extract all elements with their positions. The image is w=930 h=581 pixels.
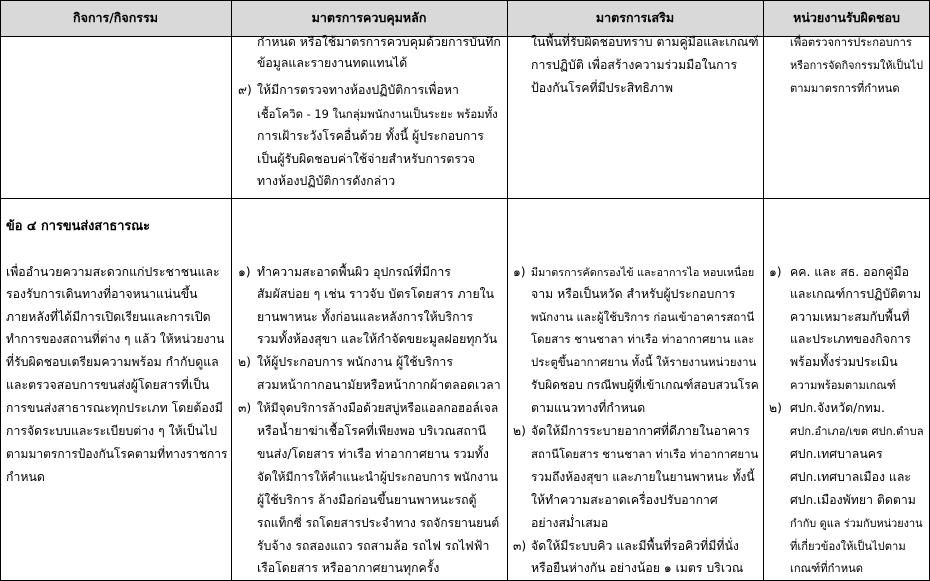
main-text-line: เป็นผู้รับผิดชอบค่าใช้จ่ายสำหรับการตรวจ: [257, 152, 476, 166]
resp-text-line: คค. และ สธ. ออกคู่มือ: [790, 265, 910, 279]
supp-text-line: ประตูขึ้นอากาศยาน ทั้งนี้ ให้รายงานหน่วยงาน: [531, 355, 757, 369]
resp-text-line: ความพร้อมตามเกณฑ์: [790, 379, 897, 392]
supp-text-line: โดยสาร ชานชาลา ท่าเรือ ท่าอากาศยาน และ: [531, 332, 755, 346]
item-number: ๑): [238, 265, 251, 279]
activity-text-line: เพื่ออำนวยความสะดวกแก่ประชาชนและ: [6, 265, 220, 279]
resp-text-line: หรือการจัดกิจกรรมให้เป็นไป: [790, 59, 923, 72]
resp-text-line: ที่เกี่ยวข้องให้เป็นไปตาม: [790, 540, 906, 553]
header-supplementary-measures: มาตรการเสริม: [507, 0, 763, 36]
activity-text-line: กำหนด: [6, 470, 45, 484]
supp-text-line: การปฏิบัติ เพื่อสร้างความร่วมมือในการ: [531, 58, 738, 72]
main-text-line: หรือน้ำยาฆ่าเชื้อโรคที่เพียงพอ บริเวณสถานี: [257, 424, 487, 438]
item-number: ๙): [238, 83, 252, 97]
main-text-line: ยานพาหนะ ทั้งก่อนและหลังการให้บริการ: [257, 310, 474, 324]
main-text-line: ให้ผู้ประกอบการ พนักงาน ผู้ใช้บริการ: [257, 355, 453, 369]
item-number: ๑): [513, 265, 526, 279]
supp-text-line: จัดให้มีระบบคิว และมีพื้นที่รอคิวที่มีที่นั่ง: [531, 539, 739, 553]
supp-text-line: มีมาตรการคัดกรองไข้ และอาการไอ หอบเหนื่อย: [531, 266, 755, 279]
resp-text-line: ความเหมาะสมกับพื้นที่: [790, 310, 910, 324]
supp-text-line: จัดให้มีการระบายอากาศที่ดีภายในอาคาร: [531, 424, 750, 438]
activity-text-line: รองรับการเดินทางที่อาจหนาแน่นขึ้น: [6, 287, 198, 301]
main-text-line: ขนส่ง/โดยสาร ท่าเรือ ท่าอากาศยาน รวมทั้ง: [257, 447, 489, 461]
item-number: ๓): [238, 401, 252, 415]
supp-text-line: ในพื้นที่รับผิดชอบทราบ ตามคู่มือและเกณฑ์: [531, 35, 759, 49]
grid-line: [763, 0, 764, 581]
main-text-line: ผู้ใช้บริการ ล้างมือก่อนขึ้นยานพาหนะรถตู้: [257, 493, 477, 507]
supp-text-line: จาม หรือเป็นหวัด สำหรับผู้ประกอบการ: [531, 287, 736, 301]
supp-text-line: อย่างสม่ำเสมอ: [531, 516, 609, 530]
activity-text-line: ที่รับผิดชอบเตรียมความพร้อม กำกับดูแล: [6, 355, 219, 369]
section-title: ข้อ ๔ การขนส่งสาธารณะ: [6, 219, 151, 234]
header-activity: กิจการ/กิจกรรม: [0, 0, 231, 36]
resp-text-line: และเกณฑ์การปฏิบัติตาม: [790, 287, 922, 301]
resp-text-line: ศปก.จังหวัด/กทม.: [790, 401, 885, 415]
supp-text-line: รับผิดชอบ กรณีพบผู้ที่เข้าเกณฑ์สอบสวนโรค: [531, 378, 759, 392]
activity-text-line: ภายหลังที่ได้มีการเปิดเรียนและการเปิด: [6, 310, 211, 324]
item-number: ๑): [769, 265, 782, 279]
grid-line: [507, 0, 508, 581]
main-text-line: จัดให้มีการให้คำแนะนำผู้ประกอบการ พนักงาน: [257, 470, 498, 484]
header-responsible-agency: หน่วยงานรับผิดชอบ: [763, 0, 930, 36]
resp-text-line: ศปก.อำเภอ/เขต ศปก.ตำบล: [790, 425, 924, 438]
item-number: ๒): [769, 401, 782, 415]
main-text-line: ทางห้องปฏิบัติการดังกล่าว: [257, 174, 396, 188]
main-text-line: เชื้อโควิด - 19 ในกลุ่มพนักงานเป็นระยะ พร้อมทั้ง: [257, 107, 498, 121]
grid-line: [231, 0, 232, 581]
main-text-line: รวมทั้งห้องสุขา และให้กำจัดขยะมูลฝอยทุกวัน: [257, 332, 498, 346]
main-text-line: เรือโดยสาร หรืออากาศยานทุกครั้ง: [257, 561, 440, 575]
grid-line: [0, 0, 930, 1]
item-number: ๒): [238, 355, 251, 369]
supp-text-line: ให้ทำความสะอาดเครื่องปรับอากาศ: [531, 493, 718, 507]
main-text-line: สวมหน้ากากอนามัยหรือหน้ากากผ้าตลอดเวลา: [257, 378, 501, 392]
supp-text-line: พนักงาน และผู้ใช้บริการ ก่อนเข้าอาคารสถานี: [531, 310, 755, 324]
resp-text-line: เพื่อตรวจการประกอบการ: [790, 36, 912, 49]
grid-line: [0, 198, 930, 199]
supp-text-line: สถานีโดยสาร ชานชาลา ท่าเรือ ท่าอากาศยาน: [531, 447, 759, 461]
resp-text-line: กำกับ ดูแล ร่วมกับหน่วยงาน: [790, 517, 923, 530]
resp-text-line: และประเภทของกิจการ: [790, 332, 911, 346]
supp-text-line: ป้องกันโรคที่มีประสิทธิภาพ: [531, 81, 673, 95]
supp-text-line: รวมถึงห้องสุขา และภายในยานพาหนะ ทั้งนี้: [531, 470, 755, 484]
resp-text-line: ศปก.เมืองพัทยา ติดตาม: [790, 493, 916, 507]
main-text-line: รับจ้าง รถสองแถว รถสามล้อ รถไฟ รถไฟฟ้า: [257, 539, 490, 553]
item-number: ๓): [513, 539, 527, 553]
item-number: ๒): [513, 424, 526, 438]
activity-text-line: การขนส่งสาธารณะทุกประเภท โดยต้องมี: [6, 401, 223, 415]
supp-text-line: ตามแนวทางที่กำหนด: [531, 401, 646, 415]
resp-text-line: ศปก.เทศบาลนคร: [790, 447, 883, 461]
activity-text-line: การจัดระบบและระเบียบต่าง ๆ ให้เป็นไป: [6, 424, 218, 438]
activity-text-line: ทำการของสถานที่ต่าง ๆ แล้ว ให้หน่วยงาน: [6, 332, 225, 346]
resp-text-line: พร้อมทั้งร่วมประเมิน: [790, 355, 898, 369]
main-text-line: การเฝ้าระวังโรคอื่นด้วย ทั้งนี้ ผู้ประกอบการ: [257, 129, 484, 143]
main-text-line: ให้มีการตรวจทางห้องปฏิบัติการเพื่อหา: [257, 83, 459, 97]
main-text-line: ให้มีจุดบริการล้างมือด้วยสบู่หรือแอลกอฮอล์เจล: [257, 401, 499, 415]
activity-text-line: ตามมาตรการป้องกันโรคตามที่ทางราชการ: [6, 447, 228, 461]
resp-text-line: ตามมาตรการที่กำหนด: [790, 82, 900, 95]
main-text-line: สัมผัสบ่อย ๆ เช่น ราวจับ บัตรโดยสาร ภายใน: [257, 287, 495, 301]
resp-text-line: เกณฑ์ที่กำหนด: [790, 562, 863, 575]
main-text-line: รถแท็กซี่ รถโดยสารประจำทาง รถจักรยานยนต์: [257, 516, 500, 530]
main-text-line: กำหนด หรือใช้มาตรการควบคุมด้วยการบันทึก: [257, 35, 501, 49]
main-text-line: ข้อมูลและรายงานทดแทนได้: [257, 56, 408, 70]
activity-text-line: และตรวจสอบการขนส่งผู้โดยสารที่เป็น: [6, 378, 210, 392]
main-text-line: ทำความสะอาดพื้นผิว อุปกรณ์ที่มีการ: [257, 265, 451, 279]
header-main-measures: มาตรการควบคุมหลัก: [231, 0, 507, 36]
grid-line: [0, 0, 1, 581]
supp-text-line: หรือยืนห่างกัน อย่างน้อย ๑ เมตร บริเวณ: [531, 561, 744, 575]
resp-text-line: ศปก.เทศบาลเมือง และ: [790, 470, 911, 484]
